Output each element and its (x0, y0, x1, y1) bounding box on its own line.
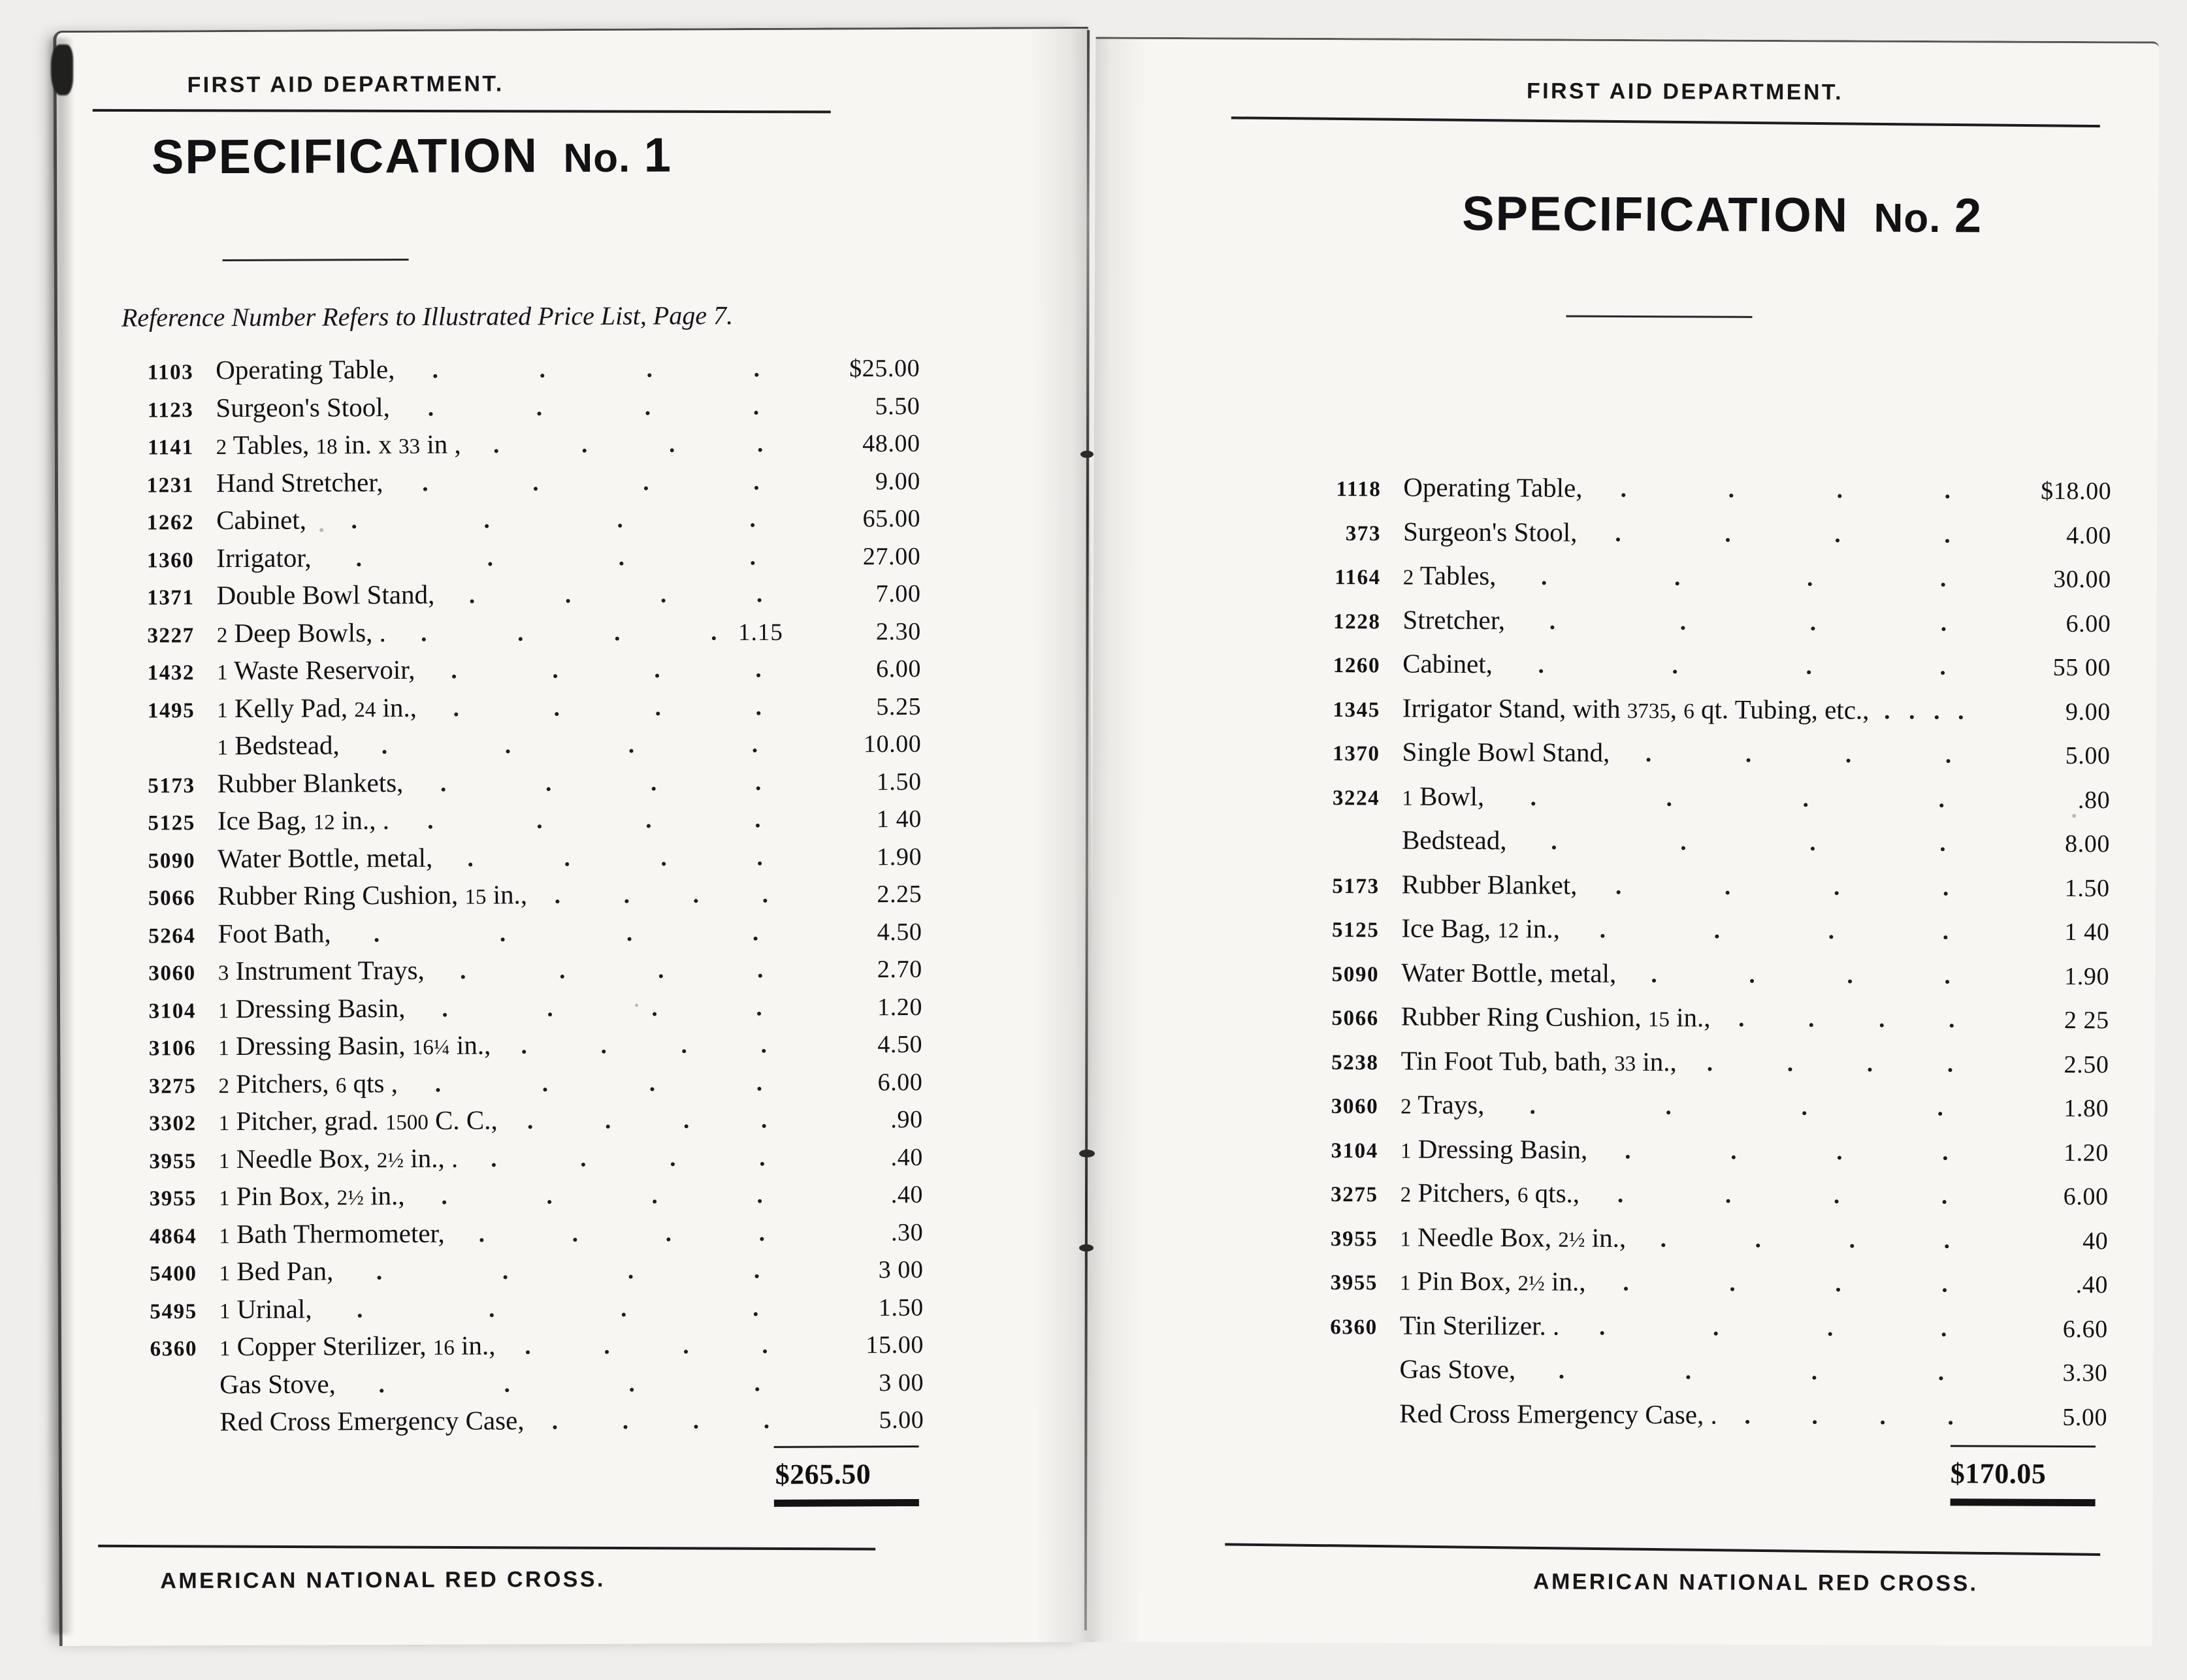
item-price: 1.50 (2064, 874, 2110, 902)
gutter-blot (1079, 1150, 1095, 1157)
leader-dots (467, 1159, 776, 1167)
leader-dots (504, 1347, 777, 1355)
item-price: 1.50 (876, 767, 922, 796)
leader-dots (404, 370, 773, 378)
table-row (98, 952, 922, 993)
right-total-rule-top (1951, 1445, 2096, 1447)
item-description: 1 Pin Box, 2½ in., (219, 1180, 405, 1212)
item-price: 6.60 (2062, 1315, 2108, 1343)
leader-dots (1726, 1417, 1960, 1425)
item-price: 9.00 (2065, 698, 2111, 726)
leader-dots (500, 1046, 775, 1054)
item-price: 48.00 (862, 429, 920, 458)
leader-dots (399, 408, 773, 415)
left-title-divider (223, 259, 409, 261)
table-row (1282, 735, 2110, 783)
table-row (95, 389, 920, 429)
table-row (1282, 824, 2110, 871)
item-reference-number: 373 (1345, 521, 1382, 545)
item-reference-number (99, 1430, 197, 1431)
item-description: 1 Bed Pan, (219, 1255, 334, 1287)
leader-dots (534, 1422, 777, 1429)
item-price: 4.00 (2066, 521, 2112, 549)
leader-dots (316, 521, 773, 529)
item-price: 2.70 (877, 955, 922, 984)
table-row (1280, 1132, 2109, 1180)
item-description: Tin Sterilizer. . (1399, 1310, 1560, 1341)
item-reference-number: 3060 (1331, 1095, 1379, 1119)
item-price: 1.50 (878, 1293, 924, 1321)
item-reference-number: 3275 (1331, 1183, 1378, 1207)
leader-dots (536, 896, 775, 903)
item-reference-number: 1432 (147, 661, 195, 685)
leader-dots (395, 634, 729, 641)
item-description: Gas Stove, (219, 1368, 336, 1399)
item-description: Stretcher, (1402, 604, 1506, 635)
item-description: 2 Pitchers, 6 qts., (1400, 1177, 1580, 1208)
item-reference-number: 3955 (149, 1187, 197, 1211)
leader-dots (424, 671, 774, 679)
item-price: .30 (890, 1218, 924, 1246)
item-price: 2.30 (875, 617, 921, 645)
item-reference-number: 1231 (146, 473, 194, 498)
table-row (1282, 779, 2110, 827)
item-price: 40 (2082, 1227, 2109, 1255)
item-description: 2 Tables, 18 in. x 33 in , (216, 428, 461, 460)
table-row (99, 1290, 924, 1331)
item-price: 1 40 (2064, 918, 2110, 946)
item-description: Operating Table, (216, 354, 395, 385)
item-price: $25.00 (849, 354, 920, 383)
item-description: 3 Instrument Trays, (218, 954, 425, 986)
item-reference-number: 1371 (147, 586, 195, 610)
item-description: Surgeon's Stool, (1402, 516, 1578, 547)
table-row (97, 877, 922, 918)
item-price: 8.00 (2064, 830, 2111, 858)
leader-dots (1591, 491, 1964, 498)
leader-dots (1569, 931, 1963, 940)
table-row (1282, 691, 2111, 739)
left-total-rule-top (774, 1446, 919, 1448)
item-description: Single Bowl Stand, (1402, 736, 1610, 767)
right-spec-title-number: 2 (1954, 188, 1982, 243)
leader-dots (442, 858, 775, 866)
item-reference-number: 3106 (148, 1037, 197, 1061)
leader-dots (398, 821, 775, 829)
table-row (1280, 1265, 2108, 1312)
table-row (1280, 1176, 2108, 1224)
table-row (1280, 1088, 2109, 1136)
item-description: 1 Bowl, (1402, 781, 1485, 811)
leader-dots (1514, 622, 1964, 631)
leader-dots (1625, 976, 1962, 984)
item-description: Gas Stove, (1399, 1353, 1516, 1385)
right-header-rule (1231, 116, 2100, 127)
item-description: Red Cross Emergency Case, . (1399, 1398, 1717, 1430)
item-description: 1 Waste Reservoir, (216, 654, 415, 686)
left-total-amount: $265.50 (775, 1458, 871, 1491)
table-row (98, 1065, 922, 1105)
left-footer-rule (98, 1545, 875, 1551)
item-description: Double Bowl Stand, (216, 579, 435, 611)
item-description: 1 Urinal, (219, 1293, 312, 1324)
item-price: .40 (2075, 1271, 2109, 1299)
item-reference-number (1282, 848, 1380, 849)
item-description: Irrigator, (216, 542, 312, 573)
scan-speck (319, 528, 323, 532)
table-row (99, 1178, 923, 1218)
item-price: 2.50 (2064, 1050, 2109, 1078)
item-price: 1.80 (2064, 1094, 2109, 1123)
item-reference-number: 3955 (149, 1149, 197, 1173)
item-description: Cabinet, (1402, 648, 1493, 679)
leader-dots (1502, 666, 1964, 675)
leader-dots (414, 1009, 775, 1016)
table-row (1280, 1308, 2108, 1356)
item-description: Water Bottle, metal, (1401, 957, 1617, 988)
item-reference-number (99, 1393, 197, 1394)
table-row (99, 1253, 923, 1293)
item-price: 4.50 (877, 1030, 923, 1059)
item-price: 55 00 (2052, 653, 2111, 682)
table-row (99, 1140, 923, 1180)
item-reference-number: 1495 (147, 698, 195, 723)
item-price: 30.00 (2053, 565, 2111, 594)
table-row (98, 990, 922, 1030)
item-description: Irrigator Stand, with 3735, 6 qt. Tubing, etc., (1402, 692, 1870, 725)
leader-dots (434, 971, 775, 979)
item-price: 5.00 (879, 1406, 924, 1434)
left-footer: AMERICAN NATIONAL RED CROSS. (160, 1566, 606, 1594)
item-reference-number: 1370 (1333, 742, 1380, 766)
item-price: 3.30 (2062, 1359, 2108, 1387)
left-spec-title-no: No. (563, 135, 631, 182)
leader-dots (1596, 1152, 1962, 1159)
table-row (1280, 1220, 2108, 1268)
right-total-rule-bottom (1951, 1498, 2096, 1506)
leader-dots (393, 483, 773, 491)
item-description: Red Cross Emergency Case, (219, 1405, 525, 1437)
item-description: Rubber Blankets, (217, 767, 404, 798)
table-row (1281, 1000, 2109, 1048)
leader-dots (1493, 1107, 1962, 1116)
leader-dots (444, 596, 773, 604)
item-reference-number: 5173 (148, 773, 195, 798)
right-title-divider (1566, 315, 1753, 318)
table-row (95, 351, 920, 392)
table-row (97, 652, 921, 692)
item-reference-number: 6360 (150, 1337, 198, 1361)
leader-dots (412, 783, 774, 791)
item-description: Rubber Blanket, (1401, 869, 1578, 900)
left-spec-title-number: 1 (643, 127, 672, 182)
item-description: 1 Dressing Basin, (218, 992, 406, 1024)
item-price: 65.00 (862, 504, 921, 533)
leader-dots (507, 1122, 776, 1129)
leader-dots (345, 1384, 777, 1393)
item-reference-number: 1164 (1335, 566, 1381, 590)
item-price: .80 (2077, 786, 2111, 814)
item-description: Ice Bag, 12 in., (1401, 913, 1561, 944)
table-row (97, 914, 922, 955)
scan-speck (2072, 814, 2076, 818)
item-reference-number: 1260 (1333, 654, 1381, 678)
binding-corner-mark (51, 44, 73, 95)
item-description: Water Bottle, metal, (218, 842, 433, 873)
item-price: 15.00 (866, 1331, 924, 1359)
item-reference-number: 3955 (1330, 1271, 1378, 1295)
table-row (97, 614, 921, 654)
item-reference-number (97, 754, 195, 755)
right-total-amount: $170.05 (1950, 1457, 2047, 1490)
right-spec-title-no: No. (1873, 195, 1941, 242)
table-row (99, 1328, 924, 1368)
item-description: Hand Stretcher, (216, 466, 383, 498)
item-reference-number: 5495 (150, 1299, 197, 1323)
leader-dots (1515, 843, 1962, 851)
leader-dots (1619, 755, 1963, 763)
item-price: 1.20 (877, 993, 923, 1021)
right-running-head: FIRST AID DEPARTMENT. (1526, 78, 1844, 105)
item-reference-number: 3275 (148, 1074, 197, 1099)
item-description: 1 Needle Box, 2½ in., . (218, 1142, 459, 1174)
item-reference-number: 1228 (1333, 609, 1381, 634)
item-description: Tin Foot Tub, bath, 33 in., (1401, 1045, 1677, 1076)
table-row (98, 1027, 922, 1068)
leader-dots (1635, 1240, 1961, 1248)
table-row (1280, 1044, 2109, 1091)
leader-dots (321, 558, 774, 566)
leader-dots (454, 1234, 777, 1242)
table-row (99, 1365, 924, 1406)
item-reference-number: 1103 (147, 361, 194, 385)
item-price: 27.00 (862, 542, 921, 570)
item-reference-number: 5066 (1331, 1007, 1379, 1031)
item-price: 2.25 (877, 880, 922, 909)
table-row (97, 764, 922, 805)
item-price: .90 (890, 1105, 923, 1134)
item-price: 1.90 (2064, 962, 2110, 990)
table-row (99, 1215, 923, 1255)
table-row (1282, 867, 2110, 915)
item-description: Ice Bag, 12 in., . (217, 805, 389, 836)
item-price: 9.00 (875, 467, 920, 495)
table-row (97, 689, 921, 730)
right-spec-title-word: SPECIFICATION (1462, 186, 1849, 242)
item-price: 1.90 (877, 843, 922, 871)
table-row (1283, 559, 2111, 607)
item-price: 6.00 (877, 1068, 923, 1096)
table-row (96, 502, 920, 542)
leader-dots (1493, 799, 1963, 807)
left-header-rule (93, 109, 831, 114)
item-price: $18.00 (2041, 477, 2112, 506)
table-row (99, 1103, 923, 1143)
leader-dots (349, 746, 775, 754)
left-reference-note: Reference Number Refers to Illustrated Price List, Page 7. (121, 300, 734, 332)
item-description: 1 Copper Sterilizer, 16 in., (219, 1330, 496, 1362)
leader-dots (1589, 1196, 1962, 1204)
leader-dots (1586, 534, 1964, 543)
item-description: Operating Table, (1403, 472, 1583, 503)
item-description: 2 Pitchers, 6 qts , (218, 1067, 398, 1099)
table-row (96, 539, 920, 579)
item-price: 5.00 (2062, 1403, 2108, 1431)
item-price: 1 40 (876, 805, 922, 833)
item-reference-number: 5400 (150, 1262, 197, 1286)
item-reference-number (1279, 1421, 1377, 1422)
item-reference-number: 5066 (148, 886, 196, 911)
item-reference-number: 1345 (1333, 698, 1380, 722)
left-running-head: FIRST AID DEPARTMENT. (187, 71, 504, 98)
table-row (97, 802, 922, 843)
item-price: 3 00 (878, 1255, 924, 1284)
item-reference-number: 5264 (148, 924, 196, 948)
table-row (1282, 647, 2111, 695)
item-reference-number: 1141 (148, 436, 194, 460)
leader-dots (407, 1084, 776, 1091)
item-reference-number: 3104 (148, 999, 197, 1024)
item-reference-number: 4864 (149, 1224, 197, 1248)
item-description: 1 Bedstead, (217, 730, 340, 761)
item-reference-number: 3104 (1331, 1139, 1379, 1163)
right-item-list (1279, 471, 2111, 1445)
table-row (97, 839, 922, 880)
scan-speck (635, 1004, 638, 1007)
item-price: .40 (890, 1180, 924, 1209)
item-price: 2 25 (2064, 1006, 2109, 1035)
item-reference-number: 5125 (148, 811, 195, 835)
leader-dots (1686, 1064, 1962, 1072)
item-price: 6.00 (2066, 609, 2111, 638)
gutter-blot (1080, 451, 1094, 458)
table-row (99, 1403, 924, 1444)
leader-dots (1878, 712, 1963, 719)
item-description: 1 Dressing Basin, (1400, 1133, 1588, 1165)
item-description: Cabinet, (216, 504, 307, 536)
item-price: 5.50 (875, 392, 920, 420)
item-description: 1 Kelly Pad, 24 in., (217, 692, 417, 723)
item-description: 1 Pin Box, 2½ in., (1399, 1265, 1586, 1297)
item-reference-number: 1123 (147, 398, 194, 423)
item-reference-number: 1360 (146, 548, 195, 573)
item-description: 2 Trays, (1401, 1089, 1485, 1120)
right-page (1089, 37, 2160, 1646)
item-description: 2 Deep Bowls, . (216, 617, 386, 648)
leader-dots (1720, 1020, 1962, 1028)
table-row (1281, 912, 2109, 960)
table-row (96, 464, 920, 504)
item-description: Surgeon's Stool, (216, 391, 390, 423)
table-row (1281, 956, 2109, 1003)
item-reference-number: 6360 (1330, 1315, 1378, 1339)
left-spec-title (152, 127, 671, 184)
item-price: 3 00 (879, 1368, 924, 1397)
item-reference-number: 1262 (146, 511, 195, 535)
right-footer-rule (1225, 1543, 2100, 1556)
item-price: 1.20 (2063, 1139, 2109, 1167)
leader-dots (426, 708, 774, 716)
item-unit-price: 1.15 (737, 619, 783, 646)
gutter-blot (1079, 1244, 1094, 1252)
left-spec-title-word: SPECIFICATION (151, 128, 539, 184)
item-reference-number: 1118 (1336, 477, 1382, 502)
leader-dots (1595, 1284, 1961, 1292)
item-description: 1 Pitcher, grad. 1500 C. C., (218, 1105, 498, 1137)
right-spec-title (1462, 186, 1981, 243)
item-reference-number: 3060 (148, 961, 196, 986)
item-description: Bedstead, (1401, 824, 1507, 856)
leader-dots (321, 1309, 777, 1317)
leader-dots (340, 933, 775, 942)
leader-dots (414, 1197, 777, 1204)
left-page (53, 27, 1094, 1646)
item-price: 5.00 (2065, 741, 2111, 770)
table-row (1283, 515, 2111, 562)
item-price: .40 (890, 1143, 923, 1171)
item-reference-number: 5125 (1331, 918, 1380, 943)
table-row (1283, 471, 2111, 519)
table-row (1282, 603, 2111, 651)
item-description: 1 Bath Thermometer, (219, 1218, 445, 1249)
item-price: 5.25 (876, 692, 922, 720)
left-page-edge-shadow (48, 38, 72, 1634)
item-description: 1 Dressing Basin, 16¼ in., (218, 1029, 491, 1061)
item-description: Rubber Ring Cushion, 15 in., (218, 879, 528, 911)
table-row (96, 427, 920, 467)
item-reference-number: 5090 (1331, 962, 1380, 986)
left-total-rule-bottom (774, 1499, 919, 1507)
item-price: 4.50 (877, 918, 922, 946)
leader-dots (1505, 578, 1964, 587)
item-price: 6.00 (876, 654, 922, 683)
item-description: Rubber Ring Cushion, 15 in., (1401, 1001, 1711, 1033)
item-price: 6.00 (2063, 1182, 2109, 1211)
item-reference-number: 3302 (149, 1112, 197, 1136)
right-footer: AMERICAN NATIONAL RED CROSS. (1532, 1569, 1979, 1596)
left-item-list (95, 351, 924, 1444)
item-reference-number: 5238 (1331, 1050, 1379, 1074)
table-row (1279, 1353, 2107, 1400)
table-row (96, 577, 920, 617)
item-description: Foot Bath, (218, 917, 331, 948)
item-reference-number: 3227 (147, 623, 195, 648)
table-row (97, 727, 921, 767)
leader-dots (342, 1272, 776, 1280)
item-reference-number: 3224 (1332, 786, 1380, 810)
item-reference-number: 5173 (1332, 874, 1380, 898)
table-row (1279, 1397, 2107, 1444)
leader-dots (1586, 887, 1962, 896)
item-description: 1 Needle Box, 2½ in., (1400, 1221, 1627, 1253)
leader-dots (1525, 1372, 1960, 1380)
item-price: 7.00 (875, 579, 921, 608)
item-description: 2 Tables, (1402, 560, 1497, 591)
leader-dots (470, 445, 773, 453)
item-reference-number: 3955 (1330, 1227, 1378, 1251)
item-price: 10.00 (863, 730, 922, 758)
leader-dots (1568, 1328, 1961, 1336)
item-reference-number: 5090 (148, 848, 196, 873)
